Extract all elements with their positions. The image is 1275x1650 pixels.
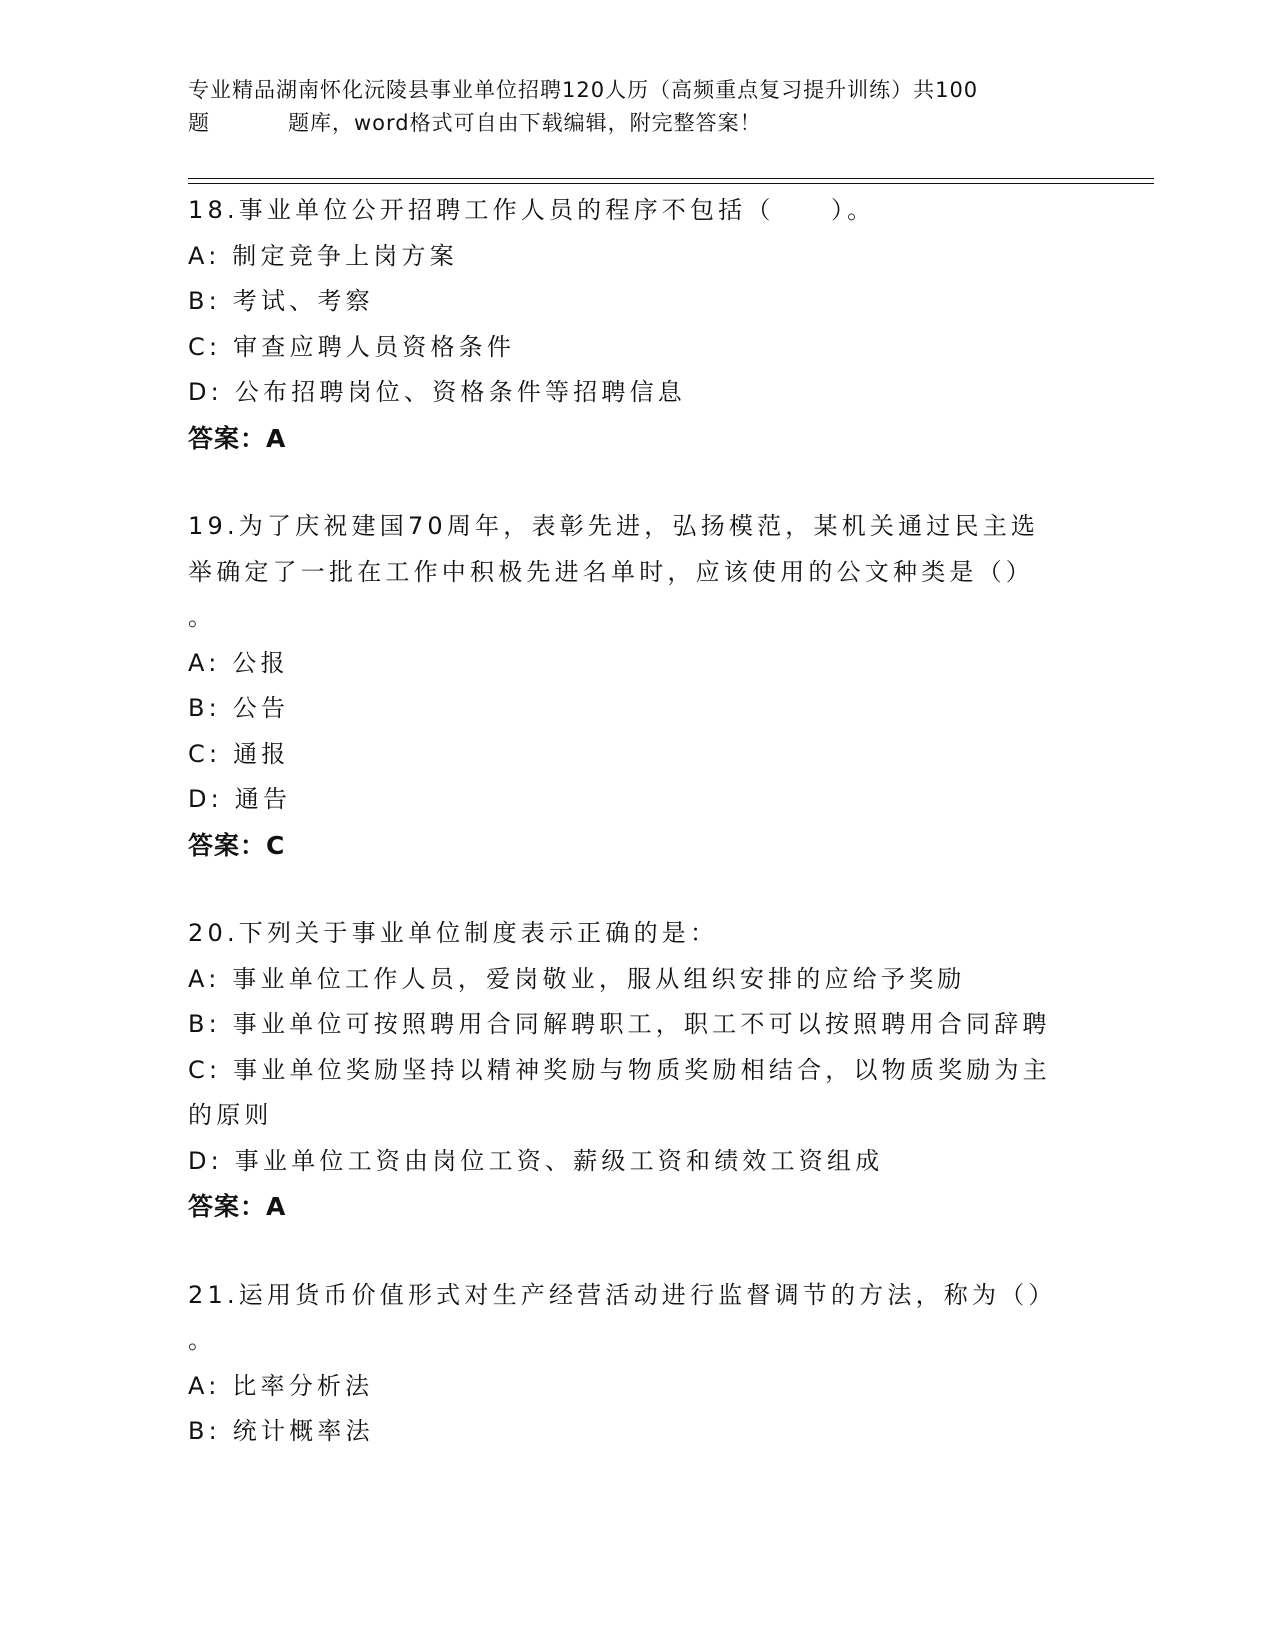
option-b: B: 公告 <box>188 694 290 722</box>
option-c-line-2: 的原则 <box>188 1101 273 1129</box>
question-stem-line-2: 。 <box>188 1326 217 1354</box>
document-header <box>188 74 1088 140</box>
question-stem-line-1: 21.运用货币价值形式对生产经营活动进行监督调节的方法，称为（） <box>188 1280 1057 1309</box>
header-divider-bottom <box>188 183 1154 184</box>
option-a: A: 制定竞争上岗方案 <box>188 241 458 270</box>
option-b: B: 统计概率法 <box>188 1417 374 1445</box>
option-d: D: 事业单位工资由岗位工资、薪级工资和绩效工资组成 <box>188 1146 884 1175</box>
option-b: B: 考试、考察 <box>188 287 374 315</box>
option-a: A: 公报 <box>188 648 289 677</box>
question-19 <box>188 504 1088 868</box>
question-stem-line-3: 。 <box>188 603 217 631</box>
question-stem-line-1: 19.为了庆祝建国70周年，表彰先进，弘扬模范，某机关通过民主选 <box>188 512 1040 540</box>
header-line-2 <box>188 107 1088 140</box>
question-stem: 20.下列关于事业单位制度表示正确的是： <box>188 919 719 947</box>
option-c: C: 通报 <box>188 739 290 768</box>
question-20 <box>188 911 1088 1230</box>
header-line-2-left: 题 <box>188 111 210 135</box>
option-d: D: 公布招聘岗位、资格条件等招聘信息 <box>188 378 686 406</box>
answer-label: 答案：A <box>188 423 287 453</box>
question-list <box>188 188 1088 1498</box>
question-18 <box>188 188 1088 461</box>
question-stem: 18.事业单位公开招聘工作人员的程序不包括（ ）。 <box>188 196 876 224</box>
option-d: D: 通告 <box>188 785 292 813</box>
header-line-1: 专业精品湖南怀化沅陵县事业单位招聘120人历（高频重点复习提升训练）共100 <box>188 78 979 102</box>
option-a: A: 事业单位工作人员，爱岗敬业，服从组织安排的应给予奖励 <box>188 964 966 993</box>
header-divider-top <box>188 178 1154 179</box>
answer-label: 答案：C <box>188 830 286 860</box>
question-stem-line-2: 举确定了一批在工作中积极先进名单时，应该使用的公文种类是（） <box>188 557 1034 586</box>
option-c-line-1: C: 事业单位奖励坚持以精神奖励与物质奖励相结合，以物质奖励为主 <box>188 1055 1051 1084</box>
option-b: B: 事业单位可按照聘用合同解聘职工，职工不可以按照聘用合同辞聘 <box>188 1010 1051 1038</box>
option-c: C: 审查应聘人员资格条件 <box>188 332 516 361</box>
header-line-2-right: 题库，word格式可自由下载编辑，附完整答案！ <box>288 111 762 135</box>
answer-label: 答案：A <box>188 1192 287 1221</box>
question-21 <box>188 1273 1088 1455</box>
option-a: A: 比率分析法 <box>188 1371 374 1400</box>
